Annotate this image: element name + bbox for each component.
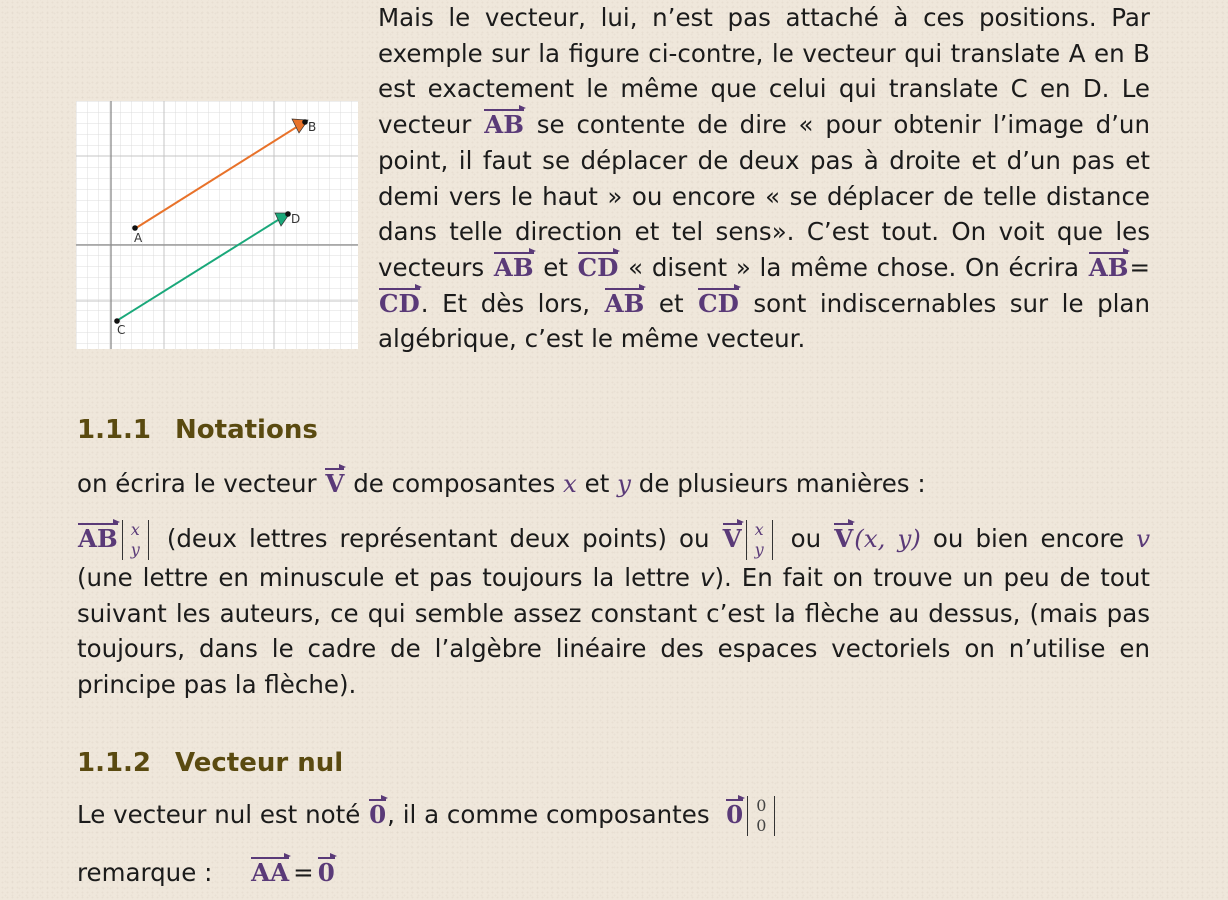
text: ou bbox=[790, 524, 822, 553]
text: et bbox=[584, 469, 610, 498]
zero-vector-symbol: 0 bbox=[317, 855, 336, 891]
remark-line bbox=[77, 855, 1150, 891]
zero-components-matrix bbox=[747, 796, 775, 836]
components-matrix bbox=[746, 520, 773, 560]
point-b bbox=[302, 119, 308, 125]
component-x: x bbox=[754, 520, 764, 539]
text: ). En fait on trouve un peu de tout suivant les auteurs, ce qui semble assez constant c’est la flèche au dessus, (mais pas toujours, dans le cadre de l’algèbre linéaire des espaces vectoriels on n’utilise en principe pas la flèche). bbox=[77, 563, 1150, 700]
section-number: 1.1.1 bbox=[77, 415, 152, 445]
vector-figure bbox=[76, 101, 358, 349]
vector-ab-symbol: AB bbox=[604, 286, 646, 322]
text: on écrira le vecteur bbox=[77, 469, 317, 498]
text: Le vecteur nul est noté bbox=[77, 800, 361, 829]
component-0: 0 bbox=[756, 816, 767, 835]
vector-v-symbol: V bbox=[722, 521, 743, 557]
text: (deux lettres représentant deux points) ou bbox=[166, 524, 710, 553]
intro-text-2: se contente de dire « pour obtenir l’image d’un point, il faut se déplacer de deux pas à droite et d’un pas et demi vers le haut » ou encore « se déplacer de telle distance dans telle direction et tel sens». C’est tout. On voit que les vecteurs bbox=[378, 110, 1150, 282]
vector-cd-symbol: CD bbox=[697, 286, 740, 322]
text: de plusieurs manières : bbox=[638, 469, 926, 498]
point-a bbox=[132, 225, 138, 231]
zero-vector-symbol: 0 bbox=[368, 797, 387, 833]
section-heading-notations bbox=[77, 415, 318, 445]
label-d: D bbox=[291, 212, 301, 226]
vector-ab-symbol: AB bbox=[483, 107, 525, 143]
math-x: x bbox=[563, 469, 577, 498]
point-d bbox=[285, 211, 291, 217]
intro-text-4: « disent » la même chose. On écrira bbox=[628, 252, 1080, 282]
vector-ab-symbol: AB bbox=[1088, 250, 1130, 286]
intro-text-6: et bbox=[658, 288, 684, 318]
zero-vector-symbol: 0 bbox=[725, 797, 744, 833]
text: , il a comme composantes bbox=[387, 800, 710, 829]
vector-args: (x, y) bbox=[854, 524, 921, 553]
vector-v-symbol: V bbox=[324, 466, 345, 502]
vector-v-symbol: V bbox=[833, 521, 854, 557]
section-title: Vecteur nul bbox=[175, 748, 344, 778]
notations-paragraph bbox=[77, 520, 1150, 703]
intro-paragraph bbox=[378, 0, 1150, 357]
section-number: 1.1.2 bbox=[77, 748, 152, 778]
label-c: C bbox=[117, 323, 126, 337]
intro-text-7: sont indiscernables sur le plan algébrique, c’est le même vecteur. bbox=[378, 288, 1150, 354]
text: ou bien encore bbox=[932, 524, 1125, 553]
vector-cd-symbol: CD bbox=[378, 286, 421, 322]
label-b: B bbox=[308, 120, 317, 134]
vector-aa-symbol: AA bbox=[250, 855, 290, 891]
text: de composantes bbox=[353, 469, 556, 498]
intro-text-3: et bbox=[543, 252, 568, 282]
component-y: y bbox=[754, 540, 764, 559]
notations-intro-line bbox=[77, 466, 1150, 502]
component-y: y bbox=[130, 540, 140, 559]
text: (une lettre en minuscule et pas toujours la lettre bbox=[77, 563, 690, 592]
remark-label: remarque : bbox=[77, 858, 213, 887]
intro-text-1: Mais le vecteur, lui, n’est pas attaché à ces positions. Par exemple sur la figure ci-contre, le vecteur qui translate A en B est exactement le même que celui qui translate C en D. Le vecteur bbox=[378, 3, 1150, 140]
vector-cd-symbol: CD bbox=[577, 250, 620, 286]
components-matrix bbox=[122, 520, 149, 560]
vector-lowercase-v: v bbox=[1136, 524, 1151, 553]
vector-ab-symbol: AB bbox=[493, 250, 535, 286]
component-x: x bbox=[130, 520, 140, 539]
math-y: y bbox=[617, 469, 631, 498]
letter-v: v bbox=[699, 563, 715, 592]
equals-sign: = bbox=[293, 858, 314, 887]
zero-vector-line bbox=[77, 796, 1150, 836]
label-a: A bbox=[134, 231, 143, 245]
vector-graph bbox=[76, 101, 358, 349]
intro-text-5: . Et dès lors, bbox=[420, 288, 591, 318]
component-0: 0 bbox=[756, 796, 767, 815]
section-title: Notations bbox=[175, 415, 318, 445]
vector-ab-symbol: AB bbox=[77, 521, 119, 557]
equals-sign: = bbox=[1129, 252, 1150, 282]
section-heading-vecteur-nul bbox=[77, 748, 343, 778]
